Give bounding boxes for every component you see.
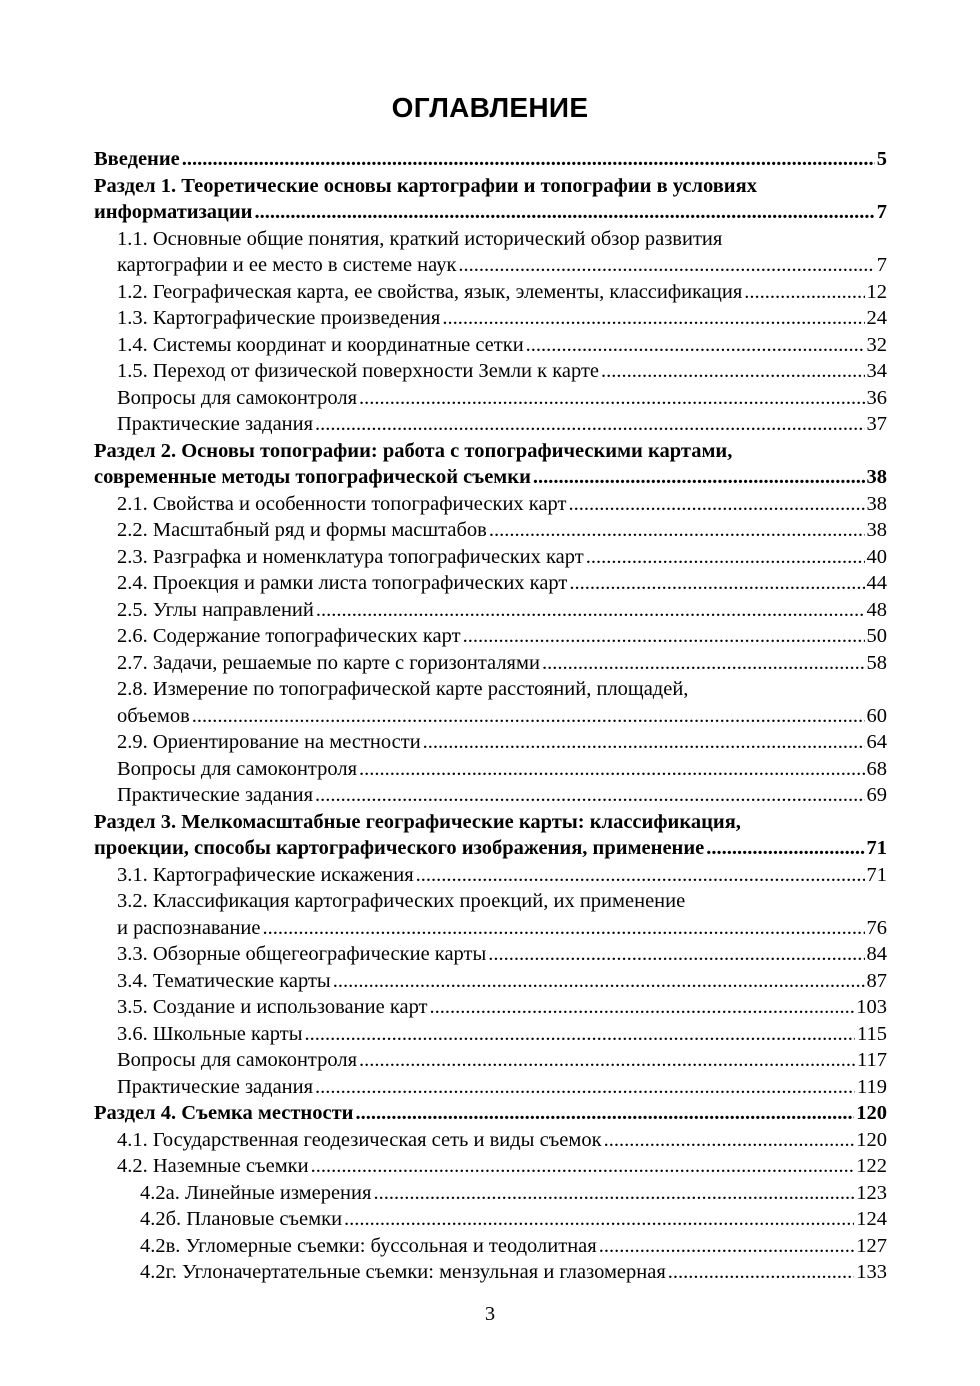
toc-entry-page: 36 <box>866 386 887 409</box>
dot-leader <box>333 968 865 995</box>
toc-entry-title: 1.4. Системы координат и координатные сетки <box>117 333 524 356</box>
toc-entry-title: современные методы топографической съемки <box>94 466 531 488</box>
toc-entry-page: 84 <box>866 943 887 965</box>
dot-leader <box>262 915 864 942</box>
toc-entry[interactable] <box>94 385 887 412</box>
toc-entry-page: 7 <box>876 201 887 223</box>
toc-entry-page: 117 <box>857 1049 887 1071</box>
toc-entry-title: 4.2б. Плановые съемки <box>140 1208 343 1230</box>
toc-entry[interactable] <box>94 623 887 650</box>
toc-entry[interactable] <box>94 941 887 968</box>
toc-entry[interactable] <box>94 597 887 624</box>
dot-leader <box>416 862 865 889</box>
dot-leader <box>542 650 865 677</box>
toc-entry[interactable] <box>94 226 887 279</box>
toc-entry-title-line: Раздел 2. Основы топографии: работа с топографическими картами, <box>94 439 733 462</box>
toc-entry-page: 37 <box>866 413 887 435</box>
toc-entry-title: Вопросы для самоконтроля <box>117 757 358 780</box>
dot-leader <box>311 1153 855 1180</box>
toc-entry[interactable] <box>94 782 887 809</box>
toc-entry-title: 1.3. Картографические произведения <box>117 307 441 329</box>
toc-entry-page: 76 <box>866 916 887 939</box>
dot-leader <box>569 491 865 518</box>
toc-entry-page: 64 <box>866 731 887 753</box>
toc-entry-title-line: 1.1. Основные общие понятия, краткий исторический обзор развития <box>117 227 723 250</box>
toc-entry-title: объемов <box>117 704 190 727</box>
toc-entry-page: 115 <box>857 1022 887 1045</box>
dot-leader <box>192 703 865 730</box>
toc-entry-page: 87 <box>866 969 887 992</box>
toc-entry-title-line: 3.2. Классификация картографических проекций, их применение <box>117 890 686 912</box>
toc-entry-page: 40 <box>866 545 887 568</box>
toc-entry-page: 122 <box>856 1155 887 1177</box>
toc-entry-title-line: 2.8. Измерение по топографической карте расстояний, площадей, <box>117 678 689 700</box>
dot-leader <box>344 1206 854 1233</box>
toc-entry[interactable] <box>94 517 887 544</box>
toc-entry[interactable] <box>94 279 887 306</box>
dot-leader <box>586 544 865 571</box>
toc-entry[interactable] <box>94 1259 887 1286</box>
toc-entry-page: 133 <box>856 1261 887 1283</box>
page-number: 3 <box>484 1303 496 1325</box>
toc-entry[interactable] <box>94 729 887 756</box>
toc-entry[interactable] <box>94 332 887 359</box>
toc-entry[interactable] <box>94 1074 887 1101</box>
toc-entry-title: 4.2в. Угломерные съемки: буссольная и теодолитная <box>140 1234 597 1257</box>
dot-leader <box>304 1021 855 1048</box>
dot-leader <box>526 332 865 359</box>
toc-entry[interactable] <box>94 1127 887 1154</box>
toc-entry-title: 1.2. Географическая карта, ее свойства, язык, элементы, классификация <box>117 280 743 303</box>
toc-entry[interactable] <box>94 1100 887 1127</box>
dot-leader <box>569 570 864 597</box>
toc-entry-page: 48 <box>866 598 887 621</box>
toc-entry-page: 32 <box>866 333 887 356</box>
toc-entry-page: 38 <box>866 492 887 515</box>
dot-leader <box>373 1180 854 1207</box>
toc-entry-title: 4.2. Наземные съемки <box>117 1155 309 1177</box>
dot-leader <box>458 252 874 279</box>
dot-leader <box>442 305 864 332</box>
toc-entry[interactable] <box>94 491 887 518</box>
toc-entry-page: 120 <box>856 1128 887 1151</box>
toc-entry-title: 2.1. Свойства и особенности топографических карт <box>117 492 567 515</box>
toc-entry-title: 3.3. Обзорные общегеографические карты <box>117 943 487 965</box>
dot-leader <box>315 782 864 809</box>
dot-leader <box>599 1233 855 1260</box>
toc-entry-page: 103 <box>856 996 887 1018</box>
toc-entry-page: 71 <box>866 837 887 859</box>
dot-leader <box>359 756 864 783</box>
toc-entry[interactable] <box>94 809 887 862</box>
toc-entry-title-line: Раздел 3. Мелкомасштабные географические карты: классификация, <box>94 810 741 833</box>
dot-leader <box>744 279 864 306</box>
toc-entry-title: Практические задания <box>117 413 314 435</box>
toc-entry[interactable] <box>94 173 887 226</box>
toc-entry[interactable] <box>94 305 887 332</box>
toc-entry-title: 1.5. Переход от физической поверхности Земли к карте <box>117 360 600 382</box>
dot-leader <box>423 729 865 756</box>
toc-entry-title: картографии и ее место в системе наук <box>117 254 457 276</box>
toc-entry-page: 127 <box>856 1234 887 1257</box>
toc-entry-title: 2.7. Задачи, решаемые по карте с горизонталями <box>117 651 540 674</box>
dot-leader <box>463 623 865 650</box>
toc-entry[interactable] <box>94 1153 887 1180</box>
dot-leader <box>255 199 875 226</box>
dot-leader <box>359 1047 855 1074</box>
toc-entry-title: Практические задания <box>117 784 314 806</box>
toc-entry-title: Раздел 4. Съемка местности <box>94 1102 354 1124</box>
toc-entry-page: 24 <box>866 307 887 329</box>
toc-entry-page: 120 <box>856 1102 887 1124</box>
toc-entry-title: 3.5. Создание и использование карт <box>117 996 428 1018</box>
toc-entry-title-line: Раздел 1. Теоретические основы картографии и топографии в условиях <box>94 174 757 197</box>
toc-entry-page: 58 <box>866 651 887 674</box>
toc-entry-title: и распознавание <box>117 916 261 939</box>
toc-entry[interactable] <box>94 146 887 173</box>
toc-entry[interactable] <box>94 1206 887 1233</box>
toc-entry[interactable] <box>94 570 887 597</box>
toc-entry-page: 119 <box>857 1075 887 1098</box>
toc-entry-title: Введение <box>94 148 180 170</box>
dot-leader <box>601 358 864 385</box>
toc-entry[interactable] <box>94 862 887 889</box>
toc-entry[interactable] <box>94 888 887 941</box>
toc-entry[interactable] <box>94 1047 887 1074</box>
toc-entry[interactable] <box>94 676 887 729</box>
toc-entry[interactable] <box>94 1233 887 1260</box>
toc-entry-title: 2.6. Содержание топографических карт <box>117 625 461 647</box>
dot-leader <box>430 994 855 1021</box>
toc-entry[interactable] <box>94 994 887 1021</box>
toc-entry-page: 71 <box>866 863 887 886</box>
dot-leader <box>316 597 865 624</box>
toc-entry[interactable] <box>94 968 887 995</box>
toc-entry-title: проекции, способы картографического изображения, применение <box>94 837 705 859</box>
toc-entry-page: 124 <box>856 1208 887 1230</box>
dot-leader <box>315 411 864 438</box>
toc-entry-title: 2.3. Разграфка и номенклатура топографических карт <box>117 545 584 568</box>
toc-entry-title: 3.4. Тематические карты <box>117 969 331 992</box>
dot-leader <box>355 1100 854 1127</box>
toc-entry-title: 4.2а. Линейные измерения <box>140 1181 372 1204</box>
toc-entry-title: 2.5. Углы направлений <box>117 598 314 621</box>
toc-entry[interactable] <box>94 544 887 571</box>
dot-leader <box>488 941 864 968</box>
dot-leader <box>489 517 865 544</box>
toc-entry-title: Вопросы для самоконтроля <box>117 386 358 409</box>
toc-entry-title: 2.4. Проекция и рамки листа топографических карт <box>117 572 568 594</box>
dot-leader <box>668 1259 854 1286</box>
toc-entry[interactable] <box>94 358 887 385</box>
page-title: ОГЛАВЛЕНИЕ <box>391 92 589 123</box>
toc-entry[interactable] <box>94 411 887 438</box>
toc-entry[interactable] <box>94 1021 887 1048</box>
toc-entry-page: 5 <box>876 148 887 170</box>
toc-entry-title: 4.1. Государственная геодезическая сеть и виды съемок <box>117 1128 602 1151</box>
toc-entry-title: 2.9. Ориентирование на местности <box>117 731 421 753</box>
toc-entry-title: 3.1. Картографические искажения <box>117 863 414 886</box>
toc-entry[interactable] <box>94 438 887 491</box>
toc-entry-page: 123 <box>856 1181 887 1204</box>
toc-entry-title: Вопросы для самоконтроля <box>117 1049 358 1071</box>
toc-entry-page: 7 <box>876 254 887 276</box>
toc-entry-page: 50 <box>866 625 887 647</box>
toc-entry[interactable] <box>94 1180 887 1207</box>
toc-entry-title: информатизации <box>94 201 253 223</box>
toc-entry-page: 44 <box>866 572 887 594</box>
toc-entry-page: 60 <box>866 704 887 727</box>
toc-entry-title: Практические задания <box>117 1075 314 1098</box>
toc-entry-page: 38 <box>866 466 887 488</box>
dot-leader <box>182 146 875 173</box>
dot-leader <box>315 1074 855 1101</box>
toc-entry-title: 4.2г. Углоначертательные съемки: мензульная и глазомерная <box>140 1261 666 1283</box>
toc-entry-page: 69 <box>866 784 887 806</box>
dot-leader <box>604 1127 855 1154</box>
dot-leader <box>359 385 864 412</box>
toc-entry[interactable] <box>94 756 887 783</box>
dot-leader <box>706 835 864 862</box>
toc-entry[interactable] <box>94 650 887 677</box>
toc-entry-page: 68 <box>866 757 887 780</box>
dot-leader <box>533 464 865 491</box>
toc-entry-page: 34 <box>866 360 887 382</box>
toc-entry-title: 2.2. Масштабный ряд и формы масштабов <box>117 519 487 541</box>
toc-entry-title: 3.6. Школьные карты <box>117 1022 303 1045</box>
toc-entry-page: 12 <box>866 280 887 303</box>
table-of-contents <box>94 146 887 1286</box>
toc-entry-page: 38 <box>866 519 887 541</box>
